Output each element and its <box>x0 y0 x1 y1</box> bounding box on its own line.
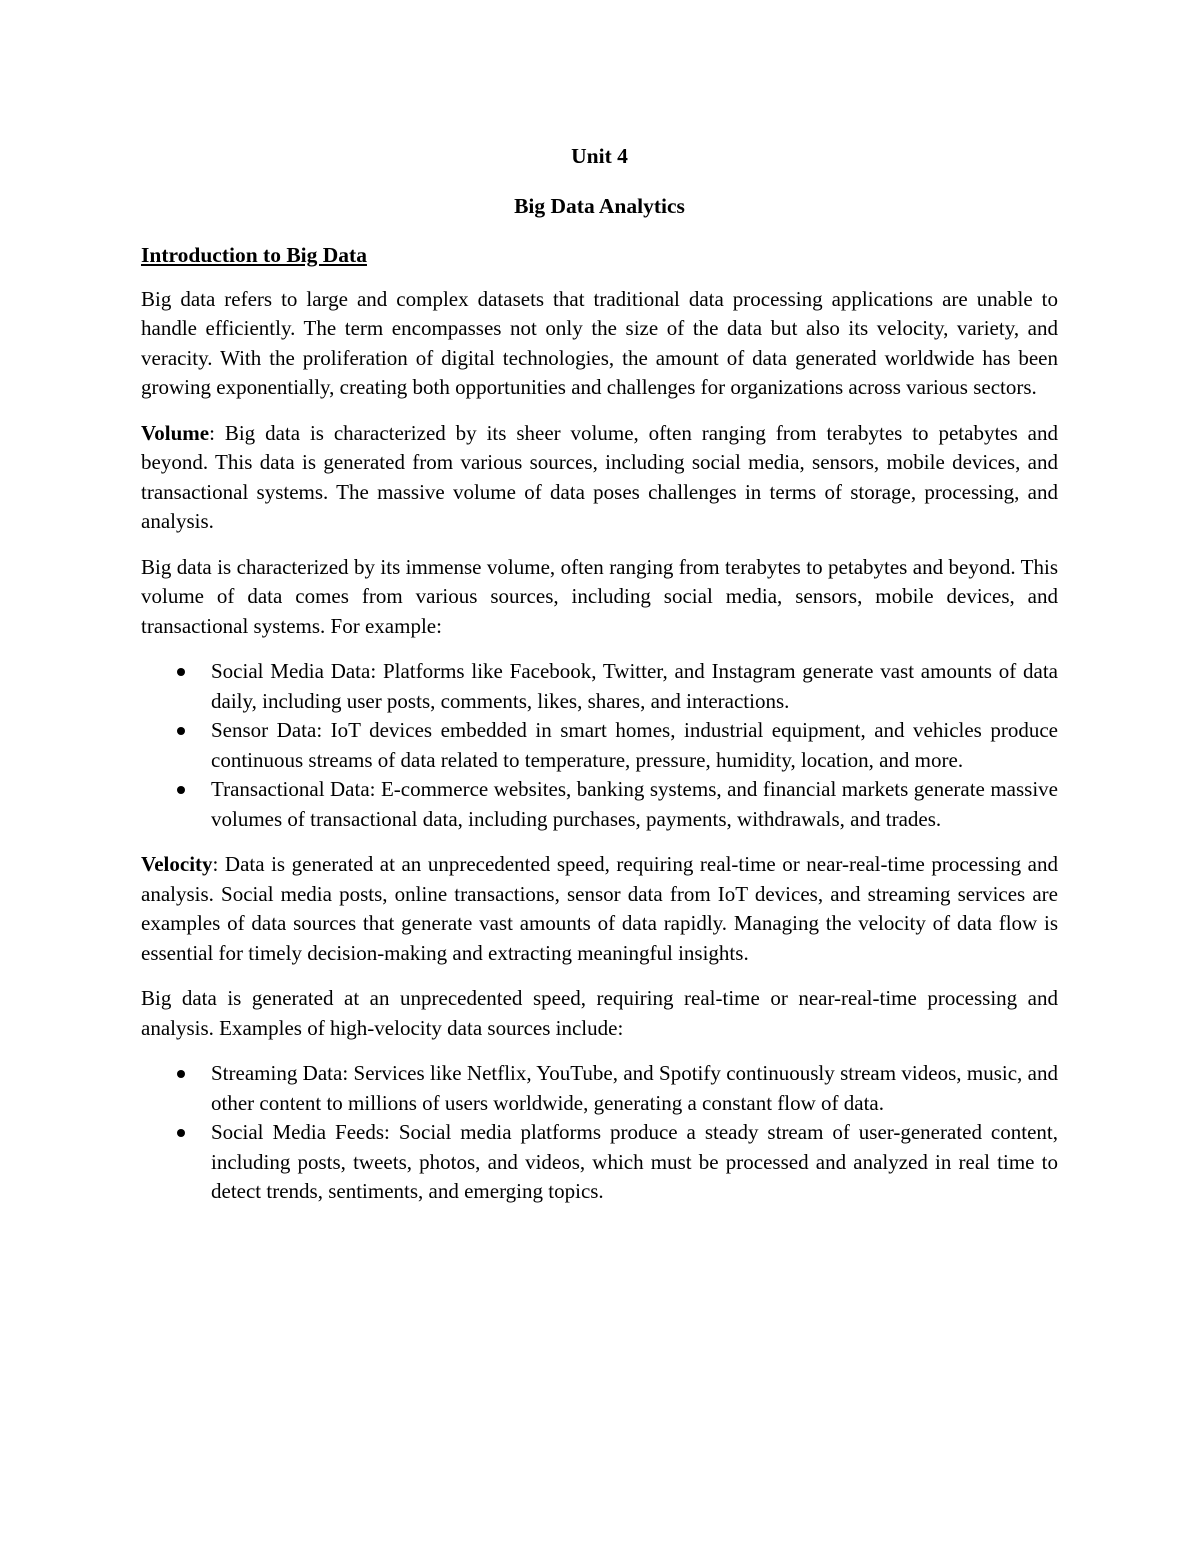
bullet-icon <box>177 1129 185 1137</box>
volume-paragraph <box>141 419 1058 537</box>
velocity-definition: : Data is generated at an unprecedented speed, requiring real-time or near-real-time processing and analysis. Social media posts, online transactions, sensor data from IoT devices, and streaming services are examples of data sources that generate vast amounts of data rapidly. Managing the velocity of data flow is essential for timely decision-making and extracting meaningful insights. <box>141 852 1058 965</box>
velocity-elaboration: Big data is generated at an unprecedented speed, requiring real-time or near-real-time processing and analysis. Examples of high-velocity data sources include: <box>141 986 1058 1040</box>
bullet-icon <box>177 786 185 794</box>
bullet-icon <box>177 668 185 676</box>
volume-elaboration: Big data is characterized by its immense volume, often ranging from terabytes to petabytes and beyond. This volume of data comes from various sources, including social media, sensors, mobile devices, and transactional systems. For example: <box>141 554 1058 638</box>
list-item <box>141 716 1058 775</box>
velocity-examples-list <box>141 1059 1058 1207</box>
document-page <box>141 140 1058 1207</box>
volume-definition: : Big data is characterized by its sheer volume, often ranging from terabytes to petabytes and beyond. This data is generated from various sources, including social media, sensors, mobile devices, and transactional systems. The massive volume of data poses challenges in terms of storage, processing, and analysis. <box>141 420 1058 533</box>
velocity-paragraph <box>141 850 1058 968</box>
list-item-text: Social Media Feeds: Social media platforms produce a steady stream of user-generated content, including posts, tweets, photos, and videos, which must be processed and analyzed in real time to detect trends, sentiments, and emerging topics. <box>211 1120 1058 1203</box>
list-item-text: Social Media Data: Platforms like Facebook, Twitter, and Instagram generate vast amounts of data daily, including user posts, comments, likes, shares, and interactions. <box>211 659 1058 713</box>
list-item-text: Sensor Data: IoT devices embedded in smart homes, industrial equipment, and vehicles produce continuous streams of data related to temperature, pressure, humidity, location, and more. <box>211 718 1058 772</box>
bullet-icon <box>177 727 185 735</box>
intro-paragraph: Big data refers to large and complex datasets that traditional data processing applications are unable to handle efficiently. The term encompasses not only the size of the data but also its velocity, variety, and veracity. With the proliferation of digital technologies, the amount of data generated worldwide has been growing exponentially, creating both opportunities and challenges for organizations across various sectors. <box>141 286 1058 399</box>
unit-title: Unit 4 <box>571 144 628 168</box>
subject-title: Big Data Analytics <box>514 193 685 218</box>
list-item-text: Transactional Data: E-commerce websites, banking systems, and financial markets generate massive volumes of transactional data, including purchases, payments, withdrawals, and trades. <box>211 777 1058 831</box>
bullet-icon <box>177 1070 185 1078</box>
section-heading: Introduction to Big Data <box>141 243 367 267</box>
list-item <box>141 775 1058 834</box>
velocity-term: Velocity <box>141 852 213 876</box>
list-item <box>141 1118 1058 1207</box>
list-item <box>141 657 1058 716</box>
volume-term: Volume <box>141 420 210 445</box>
list-item-text: Streaming Data: Services like Netflix, YouTube, and Spotify continuously stream videos, music, and other content to millions of users worldwide, generating a constant flow of data. <box>211 1061 1058 1115</box>
list-item <box>141 1059 1058 1118</box>
volume-examples-list <box>141 657 1058 834</box>
